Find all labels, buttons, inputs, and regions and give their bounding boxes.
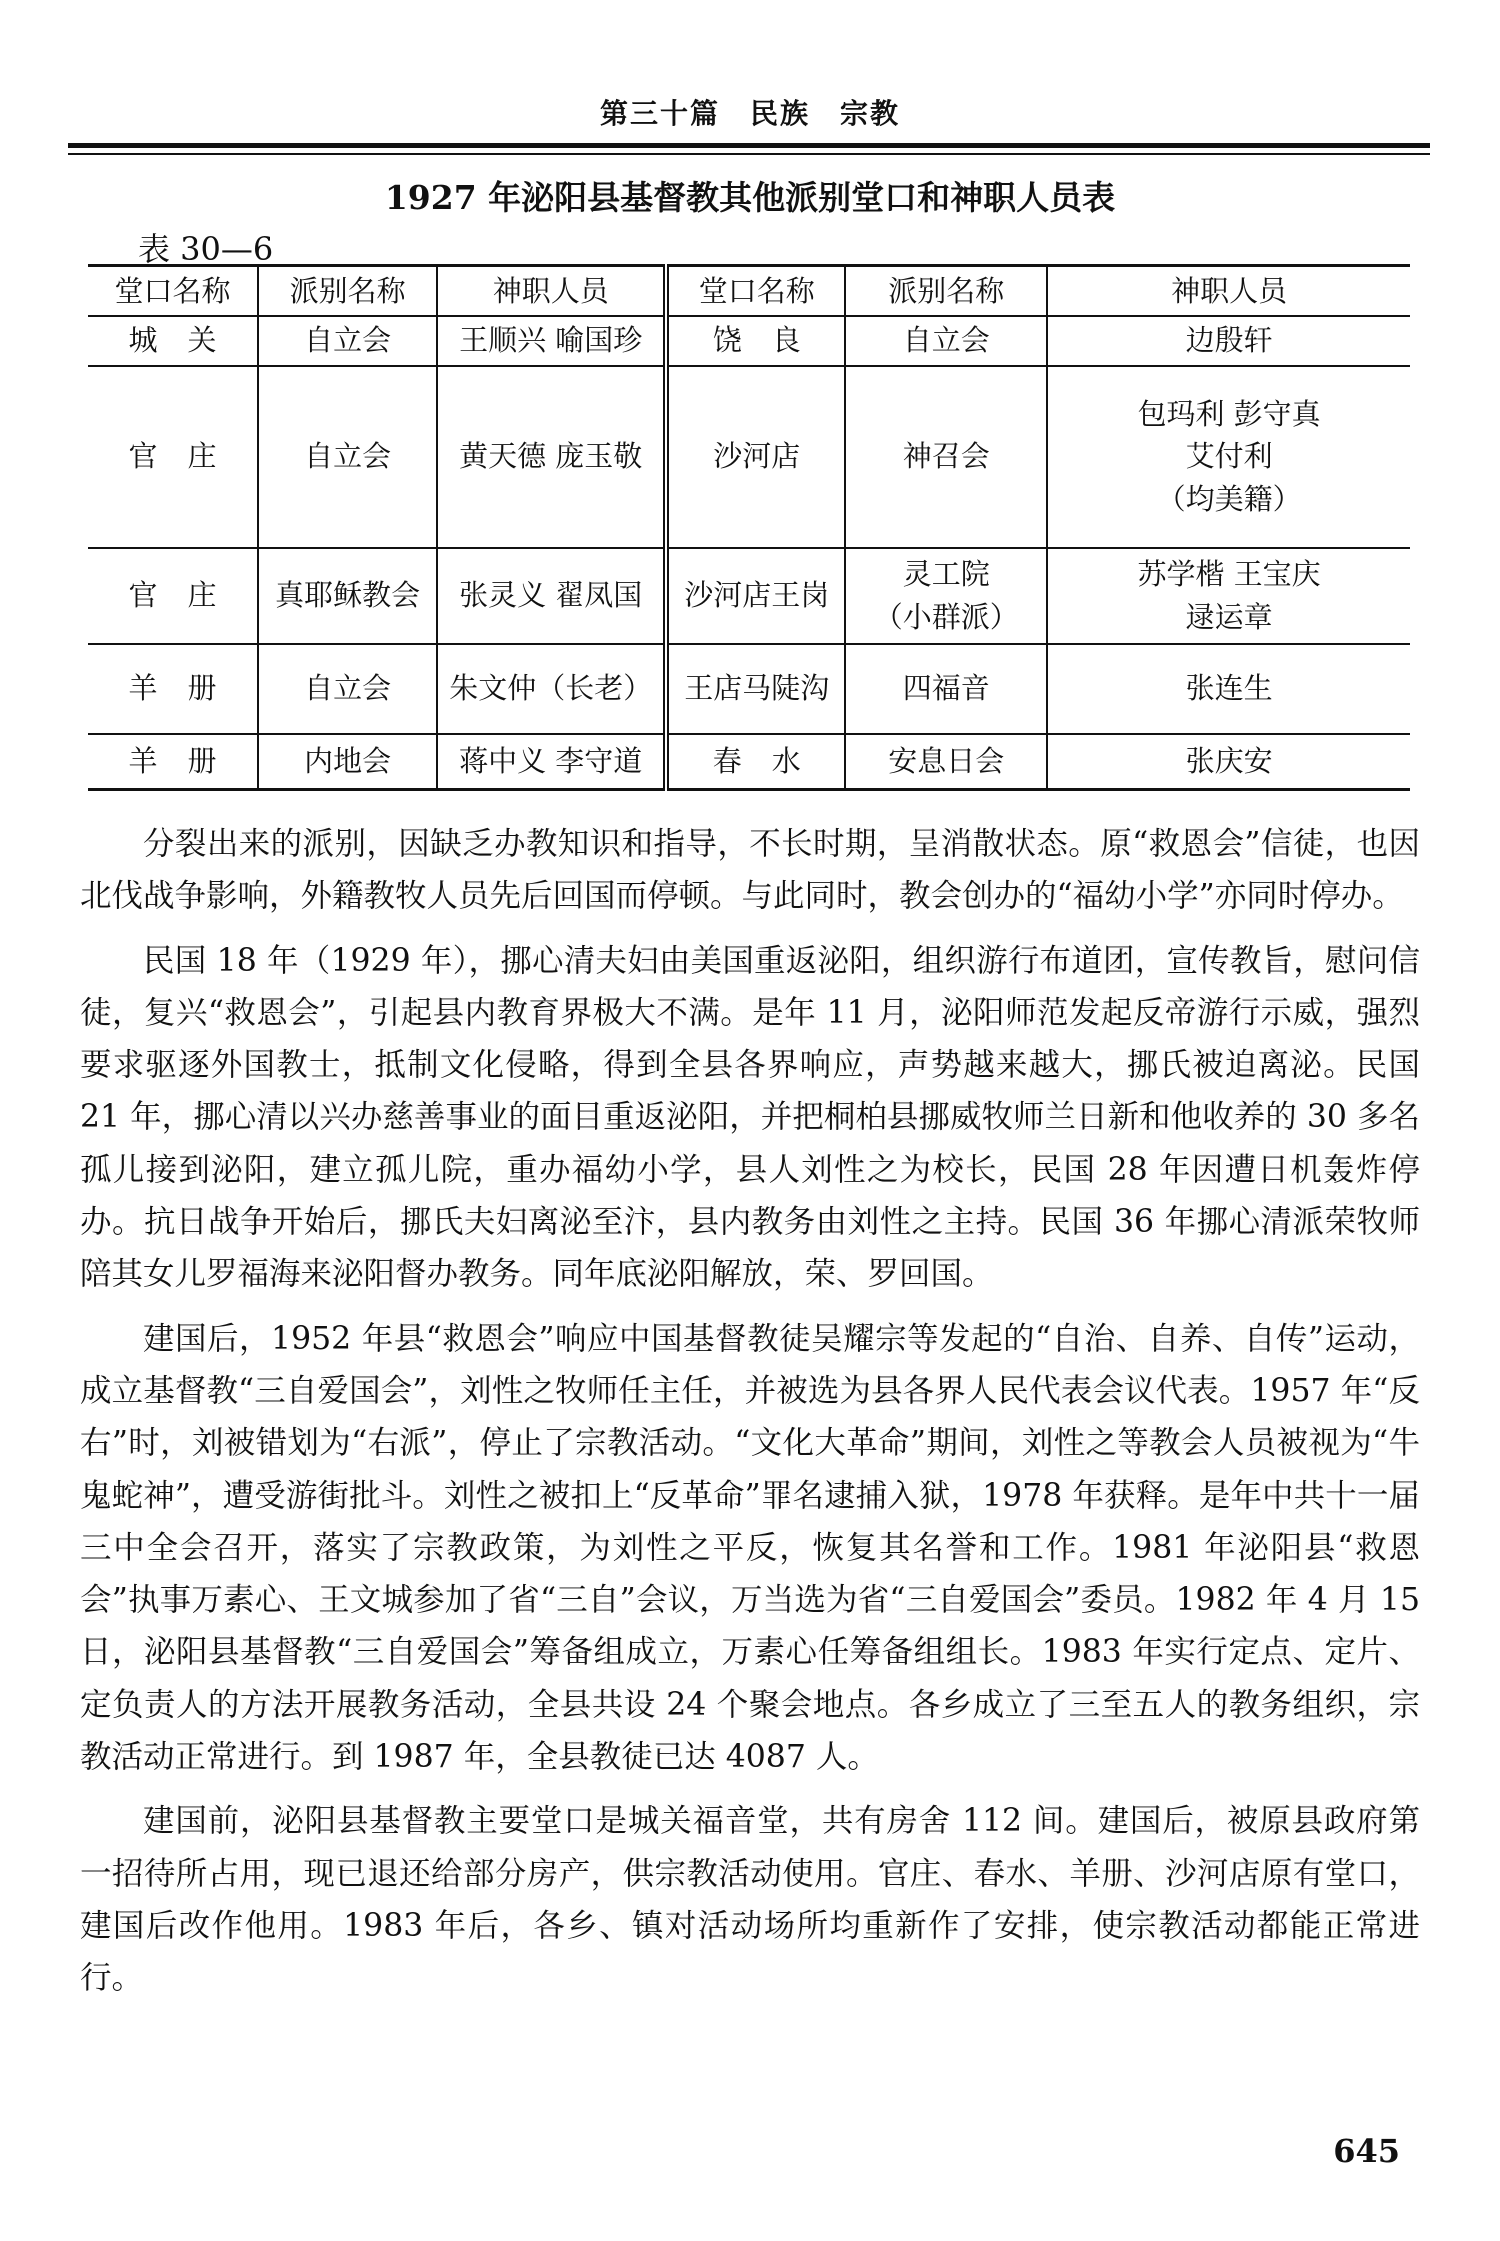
clergy-cell: 边殷轩 [1047, 316, 1410, 366]
church-name-cell: 官庄 [88, 548, 258, 644]
sect-name-cell: 真耶稣教会 [258, 548, 437, 644]
clergy-line: 艾付利 [1185, 439, 1273, 474]
sect-note: （小群派） [873, 599, 1019, 634]
sect-name-cell: 自立会 [258, 316, 437, 366]
column-header: 堂口名称 [88, 266, 258, 316]
clergy-cell: 黄天德 庞玉敬 [437, 366, 666, 548]
table-row [88, 316, 1410, 366]
clergy-cell: 张庆安 [1047, 734, 1410, 790]
clergy-cell: 朱文仲（长老） [437, 644, 666, 734]
paragraph: 分裂出来的派别，因缺乏办教知识和指导，不长时期，呈消散状态。原“救恩会”信徒，也因北伐战争影响，外籍教牧人员先后回国而停顿。与此同时，教会创办的“福幼小学”亦同时停办。 [80, 826, 1420, 915]
paragraph: 民国 18 年（1929 年），挪心清夫妇由美国重返泌阳，组织游行布道团，宣传教旨，慰问信徒，复兴“救恩会”，引起县内教育界极大不满。是年 11 月，泌阳师范发起反帝游行示威，强烈要求驱逐外国教士，抵制文化侵略，得到全县各界响应，声势越来越大，挪氏被迫离泌。民国 21 年，挪心清以兴办慈善事业的面目重返泌阳，并把桐柏县挪威牧师兰日新和他收养的 30 多名孤儿接到泌阳，建立孤儿院，重办福幼小学，县人刘性之为校长，民国 28 年因遭日机轰炸停办。抗日战争开始后，挪氏夫妇离泌至汴，县内教务由刘性之主持。民国 36 年挪心清派荣牧师陪其女儿罗福海来泌阳督办教务。同年底泌阳解放，荣、罗回国。 [80, 942, 1420, 1293]
church-name-cell: 王店马陡沟 [666, 644, 845, 734]
church-name-cell: 沙河店 [666, 366, 845, 548]
church-name-cell: 春水 [666, 734, 845, 790]
clergy-cell: 张灵义 翟凤国 [437, 548, 666, 644]
clergy-cell [1047, 366, 1410, 548]
clergy-line: 包玛利 彭守真 [1137, 397, 1321, 432]
header-rule-thin [68, 153, 1430, 155]
sect-name-cell: 自立会 [258, 644, 437, 734]
table-row [88, 734, 1410, 790]
table-header-row [88, 266, 1410, 316]
church-name-cell: 沙河店王岗 [666, 548, 845, 644]
table-number: 表 30—6 [138, 230, 274, 268]
column-header: 神职人员 [1047, 266, 1410, 316]
sect-name-cell [845, 548, 1047, 644]
table-row [88, 644, 1410, 734]
clergy-table [88, 264, 1410, 791]
column-header: 派别名称 [258, 266, 437, 316]
church-name-cell: 城关 [88, 316, 258, 366]
table-title: 1927 年泌阳县基督教其他派别堂口和神职人员表 [384, 178, 1116, 217]
sect-name-cell: 内地会 [258, 734, 437, 790]
church-name-cell: 官庄 [88, 366, 258, 548]
paragraph: 建国后，1952 年县“救恩会”响应中国基督教徒吴耀宗等发起的“自治、自养、自传”运动，成立基督教“三自爱国会”，刘性之牧师任主任，并被选为县各界人民代表会议代表。1957 年“反右”时，刘被错划为“右派”，停止了宗教活动。“文化大革命”期间，刘性之等教会人员被视为“牛鬼蛇神”，遭受游街批斗。刘性之被扣上“反革命”罪名逮捕入狱，1978 年获释。是年中共十一届三中全会召开，落实了宗教政策，为刘性之平反，恢复其名誉和工作。1981 年泌阳县“救恩会”执事万素心、王文城参加了省“三自”会议，万当选为省“三自爱国会”委员。1982 年 4 月 15 日，泌阳县基督教“三自爱国会”筹备组成立，万素心任筹备组组长。1983 年实行定点、定片、定负责人的方法开展教务活动，全县共设 24 个聚会地点。各乡成立了三至五人的教务组织，宗教活动正常进行。到 1987 年，全县教徒已达 4087 人。 [80, 1320, 1420, 1776]
clergy-line: 苏学楷 王宝庆 [1137, 557, 1321, 592]
clergy-cell: 蒋中义 李守道 [437, 734, 666, 790]
column-header: 派别名称 [845, 266, 1047, 316]
clergy-note: （均美籍） [1156, 481, 1302, 516]
sect-name-cell: 自立会 [845, 316, 1047, 366]
body-text [80, 818, 1420, 2017]
paragraph: 建国前，泌阳县基督教主要堂口是城关福音堂，共有房舍 112 间。建国后，被原县政府第一招待所占用，现已退还给部分房产，供宗教活动使用。官庄、春水、羊册、沙河店原有堂口，建国后改作他用。1983 年后，各乡、镇对活动场所均重新作了安排，使宗教活动都能正常进行。 [80, 1803, 1420, 1997]
sect-name-cell: 四福音 [845, 644, 1047, 734]
sect-name-cell: 神召会 [845, 366, 1047, 548]
clergy-cell: 王顺兴 喻国珍 [437, 316, 666, 366]
church-name-cell: 羊册 [88, 644, 258, 734]
column-header: 神职人员 [437, 266, 666, 316]
running-head: 第三十篇 民族 宗教 [599, 97, 900, 130]
page-number: 645 [1333, 2132, 1400, 2170]
clergy-line: 逯运章 [1185, 599, 1273, 634]
clergy-cell [1047, 548, 1410, 644]
church-name-cell: 羊册 [88, 734, 258, 790]
table-row [88, 366, 1410, 548]
table-row [88, 548, 1410, 644]
header-rule-thick [68, 143, 1430, 148]
sect-name-cell: 自立会 [258, 366, 437, 548]
sect-name-cell: 安息日会 [845, 734, 1047, 790]
sect-line: 灵工院 [902, 557, 990, 592]
church-name-cell: 饶良 [666, 316, 845, 366]
clergy-cell: 张连生 [1047, 644, 1410, 734]
column-header: 堂口名称 [666, 266, 845, 316]
